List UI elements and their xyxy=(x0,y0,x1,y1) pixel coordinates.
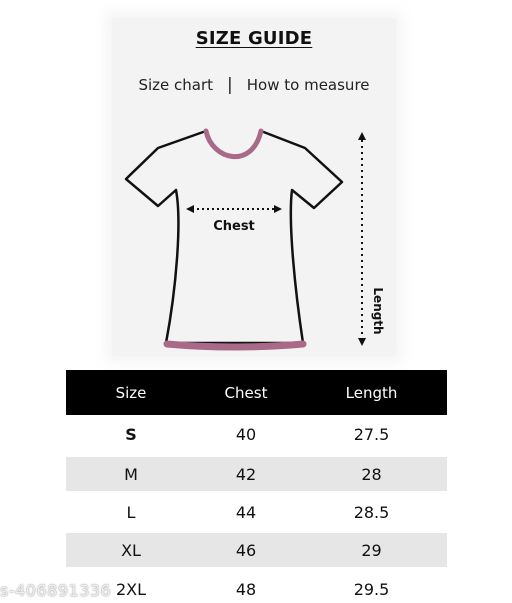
table-row xyxy=(66,531,447,569)
cell-size: XL xyxy=(66,531,196,569)
header-chest: Chest xyxy=(196,370,296,415)
tab-how-to-measure[interactable]: How to measure xyxy=(246,76,370,94)
header-size: Size xyxy=(66,370,196,415)
size-guide-tabs xyxy=(112,75,396,95)
cell-length: 28 xyxy=(296,455,447,493)
header-length: Length xyxy=(296,370,447,415)
cell-chest: 40 xyxy=(196,415,296,455)
chest-label: Chest xyxy=(213,219,255,234)
watermark: s-406891336 xyxy=(0,581,112,600)
cell-length: 29 xyxy=(296,531,447,569)
cell-chest: 46 xyxy=(196,531,296,569)
size-guide-title: SIZE GUIDE xyxy=(195,28,313,49)
tab-separator: | xyxy=(227,75,233,95)
cell-size: S xyxy=(66,415,196,455)
cell-length: 29.5 xyxy=(296,569,447,603)
cell-chest: 44 xyxy=(196,493,296,531)
cell-length: 28.5 xyxy=(296,493,447,531)
cell-length: 27.5 xyxy=(296,415,447,455)
cell-size: 2XL xyxy=(66,569,196,603)
tab-size-chart[interactable]: Size chart xyxy=(138,76,214,94)
length-label: Length xyxy=(371,287,385,335)
size-guide-panel xyxy=(112,18,396,356)
cell-chest: 42 xyxy=(196,455,296,493)
size-chart-table xyxy=(66,370,447,603)
table-header-row xyxy=(66,370,447,415)
cell-size: L xyxy=(66,493,196,531)
table-row xyxy=(66,493,447,531)
cell-chest: 48 xyxy=(196,569,296,603)
cell-size: M xyxy=(66,455,196,493)
table-row xyxy=(66,415,447,455)
table-row xyxy=(66,569,447,603)
table-row xyxy=(66,455,447,493)
